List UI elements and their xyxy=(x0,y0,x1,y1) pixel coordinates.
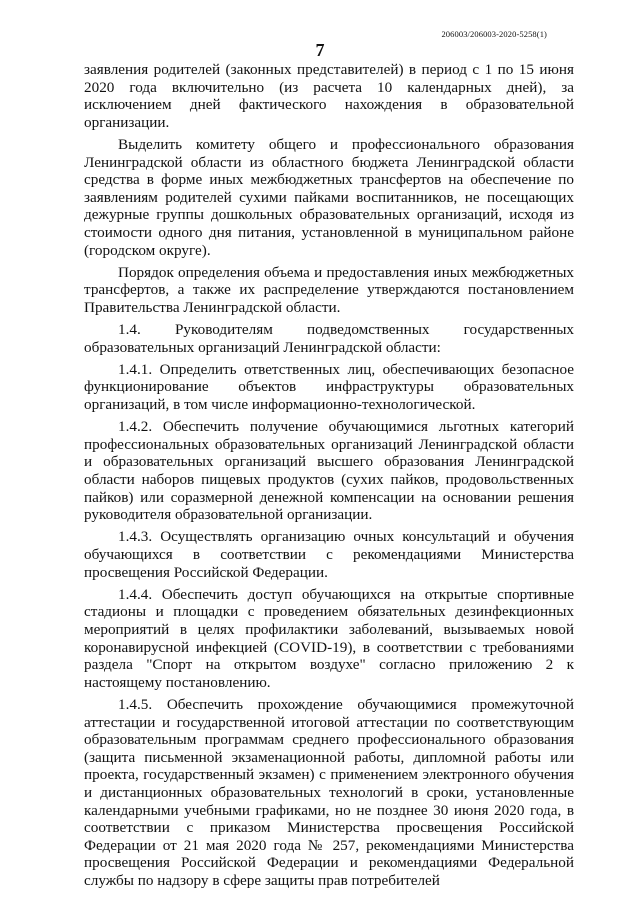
paragraph-1-4-4: 1.4.4. Обеспечить доступ обучающихся на открытые спортивные стадионы и площадки с проведением обязательных дезинфекционных мероприятий в целях профилактики заболеваний, вызываемых новой коронавирусной инфекцией (COVID-19), в соответствии с требованиями раздела "Спорт на открытом воздухе" согласно приложению 2 к настоящему постановлению. xyxy=(84,585,574,691)
document-id: 206003/206003-2020-5258(1) xyxy=(441,29,547,39)
paragraph-1-4-3: 1.4.3. Осуществлять организацию очных консультаций и обучения обучающихся в соответствии с рекомендациями Министерства просвещения Российской Федерации. xyxy=(84,528,574,581)
paragraph-1-4-1: 1.4.1. Определить ответственных лиц, обеспечивающих безопасное функционирование объектов инфраструктуры образовательных организаций, в том числе информационно-технологической. xyxy=(84,360,574,414)
document-body xyxy=(84,61,574,889)
paragraph-procedure: Порядок определения объема и предоставления иных межбюджетных трансфертов, а также их распределение утверждаются постановлением Правительства Ленинградской области. xyxy=(84,263,574,316)
paragraph-1-4-2: 1.4.2. Обеспечить получение обучающимися льготных категорий профессиональных образовательных организаций Ленинградской области и образовательных организаций высшего образования Ленинградской области наборов пищевых продуктов (сухих пайков, продовольственных пайков) или соразмерной денежной компенсации на основании решения руководителя образовательной организации. xyxy=(84,418,574,524)
page-number: 7 xyxy=(315,40,325,60)
paragraph-1-4: 1.4. Руководителям подведомственных государственных образовательных организаций Ленинградской области: xyxy=(84,321,574,356)
paragraph-continuation: заявления родителей (законных представителей) в период с 1 по 15 июня 2020 года включительно (из расчета 10 календарных дней), за исключением дней фактического нахождения в образовательной организации. xyxy=(84,61,574,131)
paragraph-funding: Выделить комитету общего и профессионального образования Ленинградской области из областного бюджета Ленинградской области средства в форме иных межбюджетных трансфертов на обеспечение по заявлениям родителей сухими пайками воспитанников, не посещающих дежурные группы дошкольных образовательных организаций, исходя из стоимости одного дня питания, установленной в муниципальном районе (городском округе). xyxy=(84,135,574,259)
paragraph-1-4-5: 1.4.5. Обеспечить прохождение обучающимися промежуточной аттестации и государственной итоговой аттестации по соответствующим образовательным программам среднего профессионального образования (защита письменной экзаменационной работы, дипломной работы или проекта, государственный экзамен) с применением электронного обучения и дистанционных образовательных технологий в сроки, установленные календарными учебными графиками, но не позднее 30 июня 2020 года, в соответствии с приказом Министерства просвещения Российской Федерации от 21 мая 2020 года № 257, рекомендациями Министерства просвещения Российской Федерации и рекомендациями Федеральной службы по надзору в сфере защиты прав потребителей xyxy=(84,695,574,889)
